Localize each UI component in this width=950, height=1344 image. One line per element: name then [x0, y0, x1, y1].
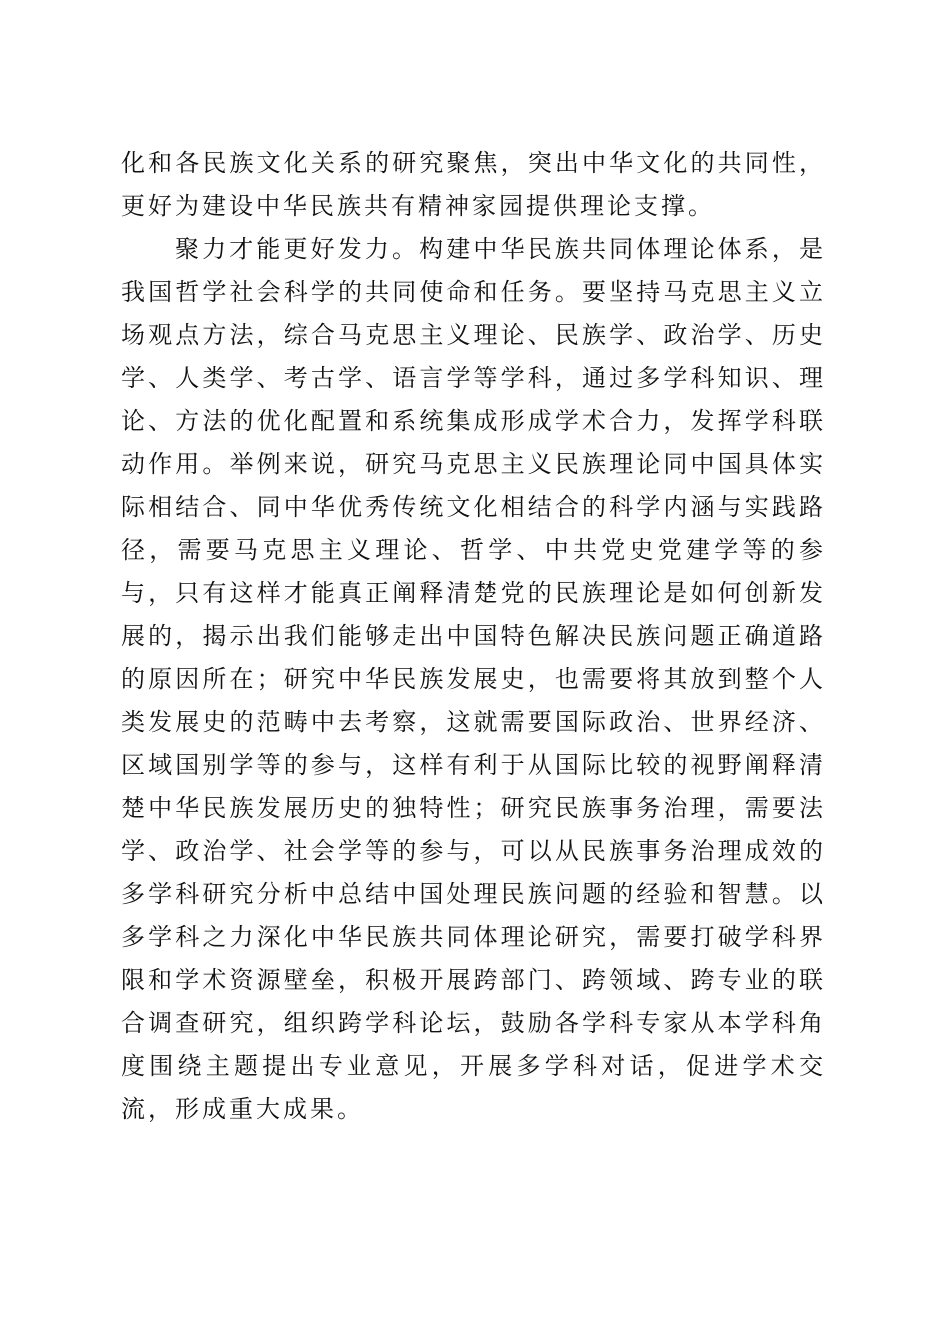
- body-text: [121, 142, 826, 1131]
- paragraph-continuation: 化和各民族文化关系的研究聚焦，突出中华文化的共同性，更好为建设中华民族共有精神家园提供理论支撑。: [121, 149, 826, 220]
- paragraph-main: 聚力才能更好发力。构建中华民族共同体理论体系，是我国哲学社会科学的共同使命和任务。要坚持马克思主义立场观点方法，综合马克思主义理论、民族学、政治学、历史学、人类学、考古学、语言学等学科，通过多学科知识、理论、方法的优化配置和系统集成形成学术合力，发挥学科联动作用。举例来说，研究马克思主义民族理论同中国具体实际相结合、同中华优秀传统文化相结合的科学内涵与实践路径，需要马克思主义理论、哲学、中共党史党建学等的参与，只有这样才能真正阐释清楚党的民族理论是如何创新发展的，揭示出我们能够走出中国特色解决民族问题正确道路的原因所在；研究中华民族发展史，也需要将其放到整个人类发展史的范畴中去考察，这就需要国际政治、世界经济、区域国别学等的参与，这样有利于从国际比较的视野阐释清楚中华民族发展历史的独特性；研究民族事务治理，需要法学、政治学、社会学等的参与，可以从民族事务治理成效的多学科研究分析中总结中国处理民族问题的经验和智慧。以多学科之力深化中华民族共同体理论研究，需要打破学科界限和学术资源壁垒，积极开展跨部门、跨领域、跨专业的联合调查研究，组织跨学科论坛，鼓励各学科专家从本学科角度围绕主题提出专业意见，开展多学科对话，促进学术交流，形成重大成果。: [121, 235, 826, 1123]
